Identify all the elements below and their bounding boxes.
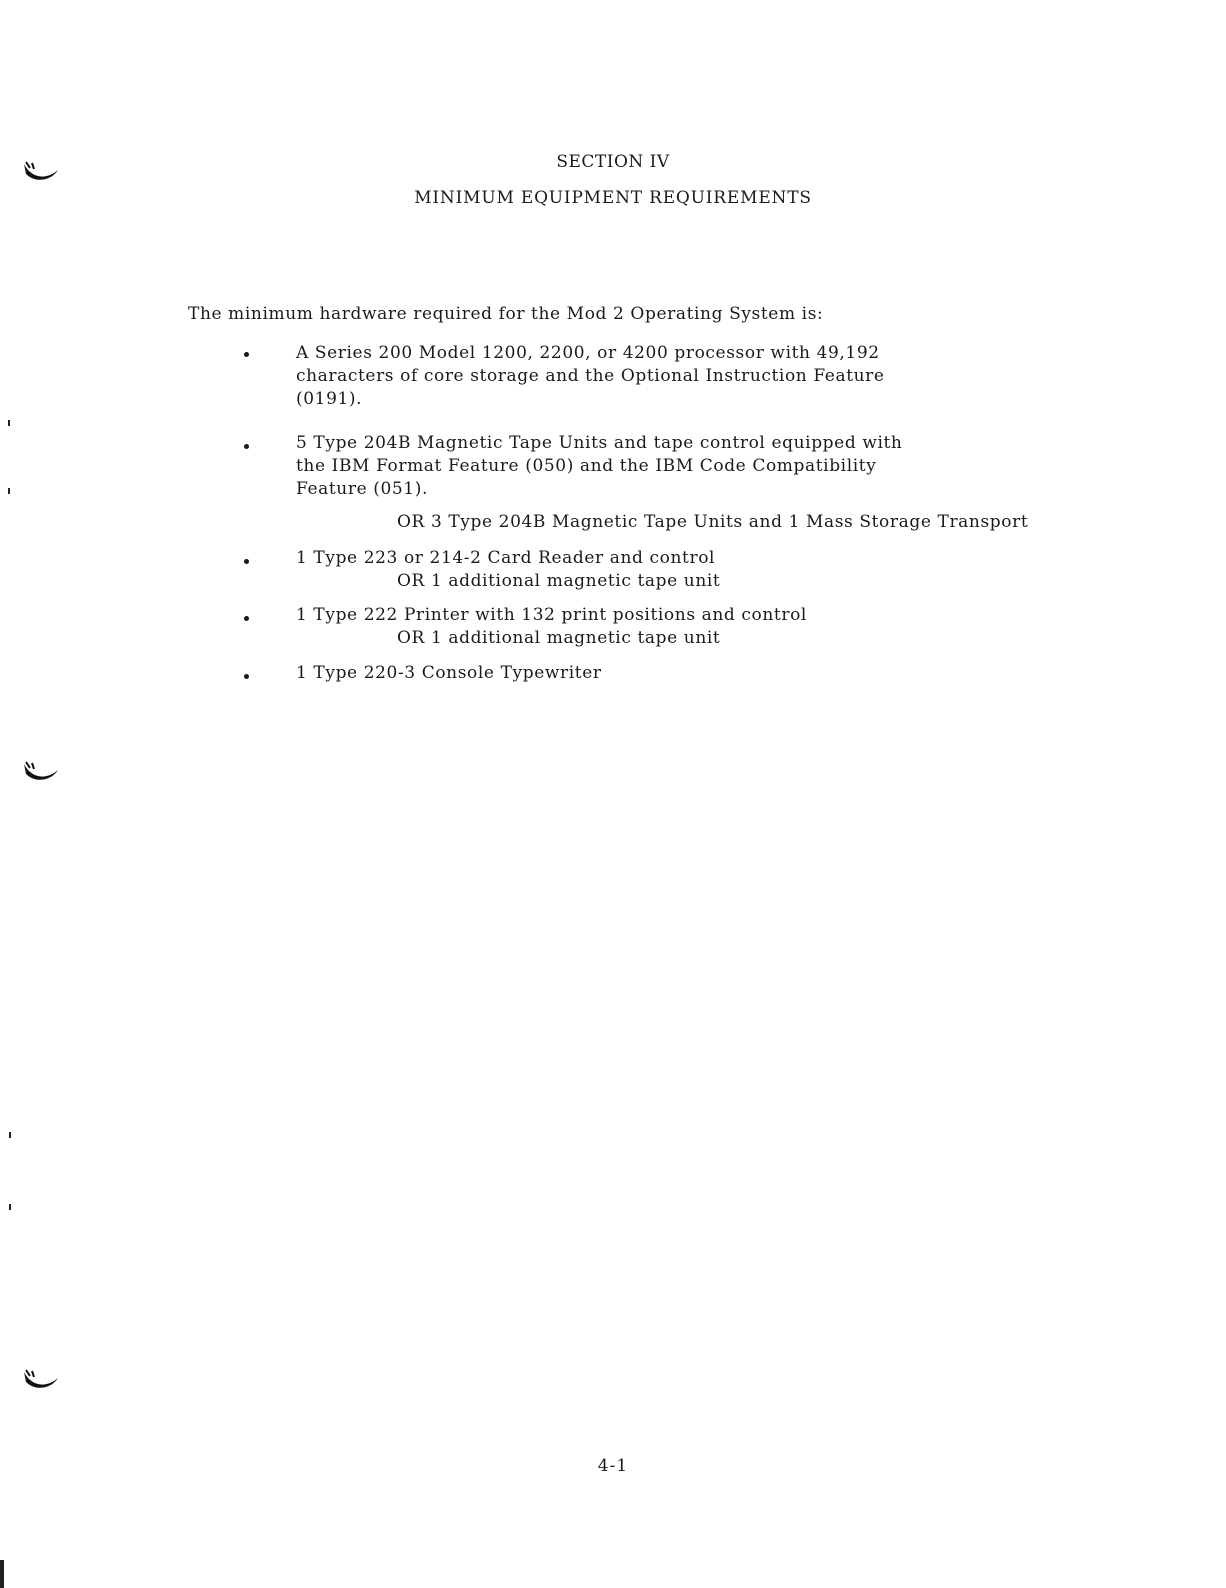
- requirement-line: A Series 200 Model 1200, 2200, or 4200 processor with 49,192: [296, 343, 880, 363]
- intro-paragraph: The minimum hardware required for the Mod 2 Operating System is:: [188, 304, 824, 324]
- requirement-text: [296, 547, 720, 593]
- bullet-icon: [244, 674, 249, 679]
- binder-hole-mark-bottom: [22, 1368, 62, 1394]
- requirement-text: [296, 432, 902, 501]
- requirement-text: [296, 662, 602, 685]
- requirement-line: 1 Type 222 Printer with 132 print positions and control: [296, 605, 807, 625]
- requirement-alternative: OR 1 additional magnetic tape unit: [397, 628, 721, 648]
- requirement-line: (0191).: [296, 389, 363, 409]
- requirement-line: Feature (051).: [296, 479, 428, 499]
- bullet-icon: [244, 444, 249, 449]
- binder-hole-mark-middle: [22, 760, 62, 786]
- requirement-line: 1 Type 223 or 214-2 Card Reader and control: [296, 548, 716, 568]
- tape-alternative: OR 3 Type 204B Magnetic Tape Units and 1 Mass Storage Transport: [397, 512, 1029, 532]
- requirement-line: 1 Type 220-3 Console Typewriter: [296, 663, 602, 683]
- bullet-icon: [244, 559, 249, 564]
- edge-speck: [0, 1560, 4, 1588]
- edge-speck: [8, 420, 10, 426]
- edge-speck: [9, 1132, 11, 1138]
- section-title: SECTION IV: [556, 152, 670, 172]
- requirement-line: 5 Type 204B Magnetic Tape Units and tape control equipped with: [296, 433, 903, 453]
- requirement-alternative: OR 1 additional magnetic tape unit: [397, 571, 721, 591]
- requirement-text: [296, 342, 885, 411]
- requirement-text: [296, 604, 807, 650]
- bullet-icon: [244, 352, 249, 357]
- page-number: 4-1: [597, 1456, 629, 1476]
- requirement-line: the IBM Format Feature (050) and the IBM Code Compatibility: [296, 456, 877, 476]
- section-subtitle: MINIMUM EQUIPMENT REQUIREMENTS: [414, 188, 812, 208]
- requirement-line: characters of core storage and the Optional Instruction Feature: [296, 366, 885, 386]
- edge-speck: [9, 1204, 11, 1210]
- edge-speck: [8, 488, 10, 494]
- bullet-icon: [244, 616, 249, 621]
